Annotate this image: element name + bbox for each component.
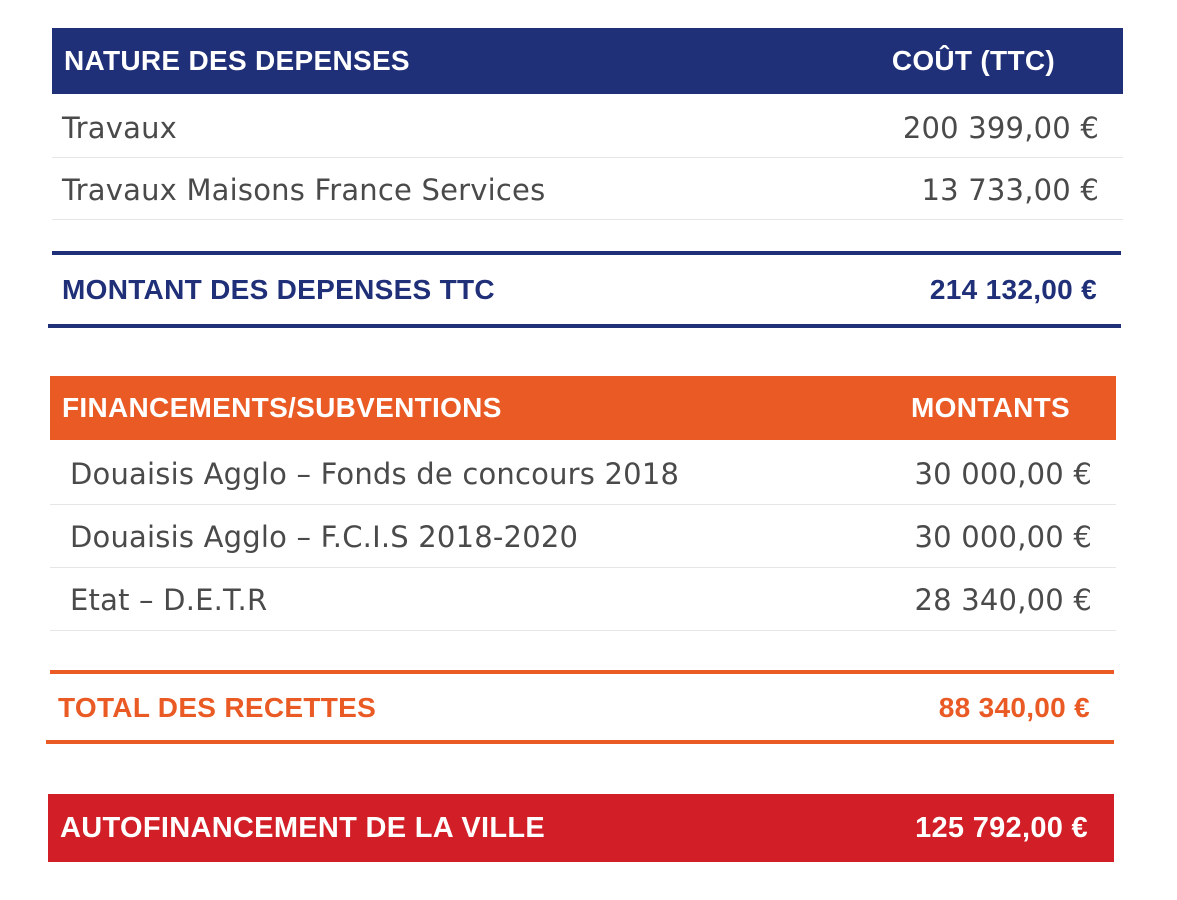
funding-header	[50, 376, 1116, 440]
funding-row-value: 30 000,00 €	[914, 457, 1092, 491]
self-financing-value: 125 792,00 €	[915, 811, 1088, 844]
funding-row-value: 28 340,00 €	[914, 583, 1092, 617]
row-divider	[50, 567, 1116, 568]
row-divider	[52, 219, 1123, 220]
funding-row-label: Douaisis Agglo – F.C.I.S 2018-2020	[70, 520, 579, 554]
funding-header-label: FINANCEMENTS/SUBVENTIONS	[62, 392, 502, 423]
expense-row-value: 13 733,00 €	[921, 173, 1099, 207]
expense-row-label: Travaux	[62, 111, 178, 145]
expenses-header-label: NATURE DES DEPENSES	[64, 45, 410, 76]
funding-total-bottom-rule	[46, 740, 1114, 744]
funding-total	[48, 677, 1116, 739]
expenses-total-label: MONTANT DES DEPENSES TTC	[62, 274, 495, 305]
funding-row-label: Douaisis Agglo – Fonds de concours 2018	[70, 457, 680, 491]
row-divider	[52, 157, 1123, 158]
funding-row	[50, 509, 1116, 565]
funding-total-value: 88 340,00 €	[938, 692, 1090, 723]
expense-row-label: Travaux Maisons France Services	[62, 173, 546, 207]
expenses-header-value: COÛT (TTC)	[891, 45, 1055, 76]
expenses-total-bottom-rule	[48, 324, 1121, 328]
funding-row-value: 30 000,00 €	[914, 520, 1092, 554]
expense-row	[52, 100, 1123, 156]
expense-row	[52, 162, 1123, 218]
expenses-total-top-rule	[52, 251, 1121, 255]
self-financing-label: AUTOFINANCEMENT DE LA VILLE	[60, 811, 545, 844]
funding-total-top-rule	[50, 670, 1114, 674]
funding-row-label: Etat – D.E.T.R	[70, 583, 268, 617]
expenses-total-value: 214 132,00 €	[929, 274, 1097, 305]
expenses-header	[52, 28, 1123, 94]
self-financing-band	[48, 794, 1114, 862]
expenses-total	[52, 259, 1123, 321]
funding-row	[50, 572, 1116, 628]
row-divider	[50, 630, 1116, 631]
funding-total-label: TOTAL DES RECETTES	[58, 692, 377, 723]
funding-row	[50, 446, 1116, 502]
row-divider	[50, 504, 1116, 505]
expense-row-value: 200 399,00 €	[902, 111, 1099, 145]
funding-header-value: MONTANTS	[911, 392, 1070, 423]
